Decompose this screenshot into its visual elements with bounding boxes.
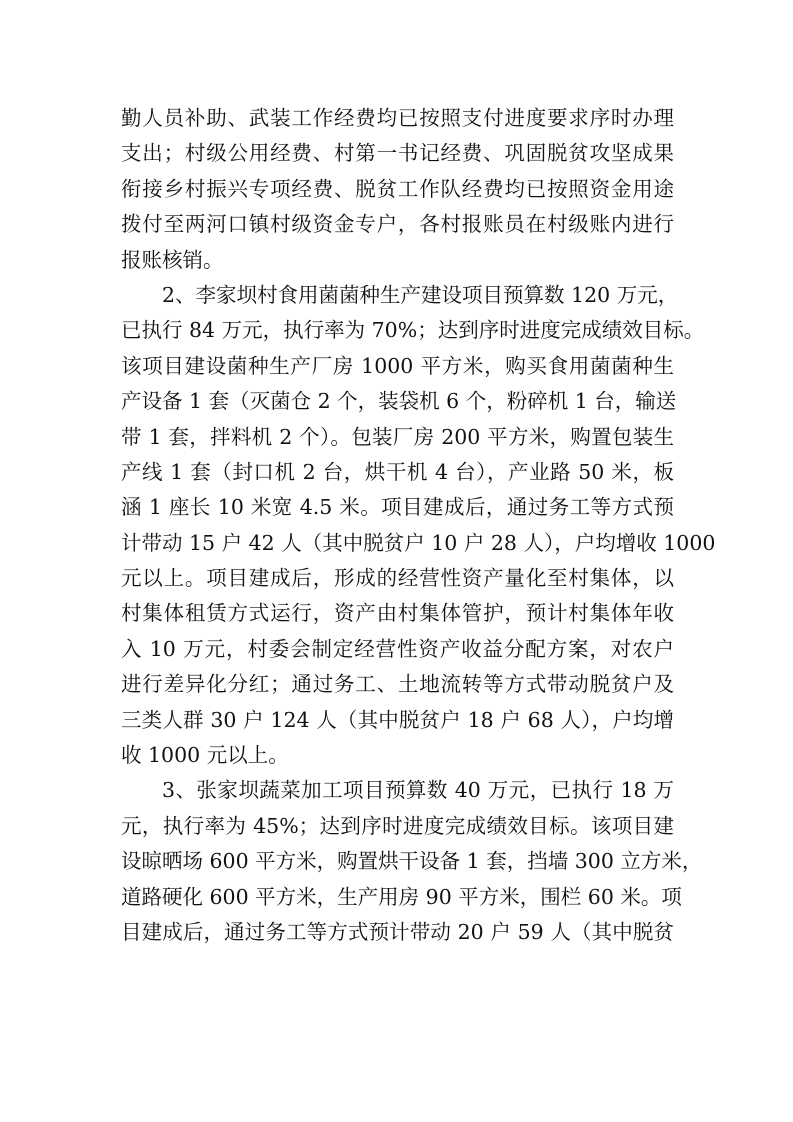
text-line: 产线 1 套（封口机 2 台，烘干机 4 台），产业路 50 米，板 bbox=[121, 459, 674, 484]
text-line: 元以上。项目建成后，形成的经营性资产量化至村集体，以 bbox=[121, 566, 674, 591]
text-line: 道路硬化 600 平方米，生产用房 90 平方米，围栏 60 米。项 bbox=[121, 884, 682, 909]
text-line: 产设备 1 套（灭菌仓 2 个，装袋机 6 个，粉碎机 1 台，输送 bbox=[121, 389, 677, 414]
text-line: 报账核销。 bbox=[121, 247, 224, 272]
text-line: 勤人员补助、武装工作经费均已按照支付进度要求序时办理 bbox=[121, 106, 674, 130]
text-line: 进行差异化分红；通过务工、土地流转等方式带动脱贫户及 bbox=[121, 672, 674, 697]
text-line: 2、李家坝村食用菌菌种生产建设项目预算数 120 万元， bbox=[162, 282, 679, 307]
text-line: 衔接乡村振兴专项经费、脱贫工作队经费均已按照资金用途 bbox=[121, 176, 674, 201]
text-line: 拨付至两河口镇村级资金专户，各村报账员在村级账内进行 bbox=[121, 212, 674, 237]
text-line: 元，执行率为 45%；达到序时进度完成绩效目标。该项目建 bbox=[121, 813, 674, 838]
text-line: 入 10 万元，村委会制定经营性资产收益分配方案，对农户 bbox=[121, 636, 674, 661]
text-line: 涵 1 座长 10 米宽 4.5 米。项目建成后，通过务工等方式预 bbox=[121, 495, 674, 520]
text-line: 带 1 套，拌料机 2 个）。包装厂房 200 平方米，购置包装生 bbox=[121, 424, 674, 449]
text-line: 3、张家坝蔬菜加工项目预算数 40 万元，已执行 18 万 bbox=[162, 778, 674, 803]
text-line: 该项目建设菌种生产厂房 1000 平方米，购买食用菌菌种生 bbox=[121, 353, 674, 378]
text-line: 支出；村级公用经费、村第一书记经费、巩固脱贫攻坚成果 bbox=[121, 141, 674, 166]
document-body bbox=[121, 101, 716, 950]
text-line: 收 1000 元以上。 bbox=[121, 743, 289, 768]
text-line: 村集体租赁方式运行，资产由村集体管护，预计村集体年收 bbox=[121, 601, 674, 626]
text-line: 三类人群 30 户 124 人（其中脱贫户 18 户 68 人），户均增 bbox=[121, 707, 674, 732]
text-line: 设晾晒场 600 平方米，购置烘干设备 1 套，挡墙 300 立方米， bbox=[121, 849, 703, 874]
text-line: 目建成后，通过务工等方式预计带动 20 户 59 人（其中脱贫 bbox=[121, 919, 674, 944]
text-line: 已执行 84 万元，执行率为 70%；达到序时进度完成绩效目标。 bbox=[121, 318, 705, 343]
text-line: 计带动 15 户 42 人（其中脱贫户 10 户 28 人），户均增收 1000 bbox=[121, 530, 716, 555]
